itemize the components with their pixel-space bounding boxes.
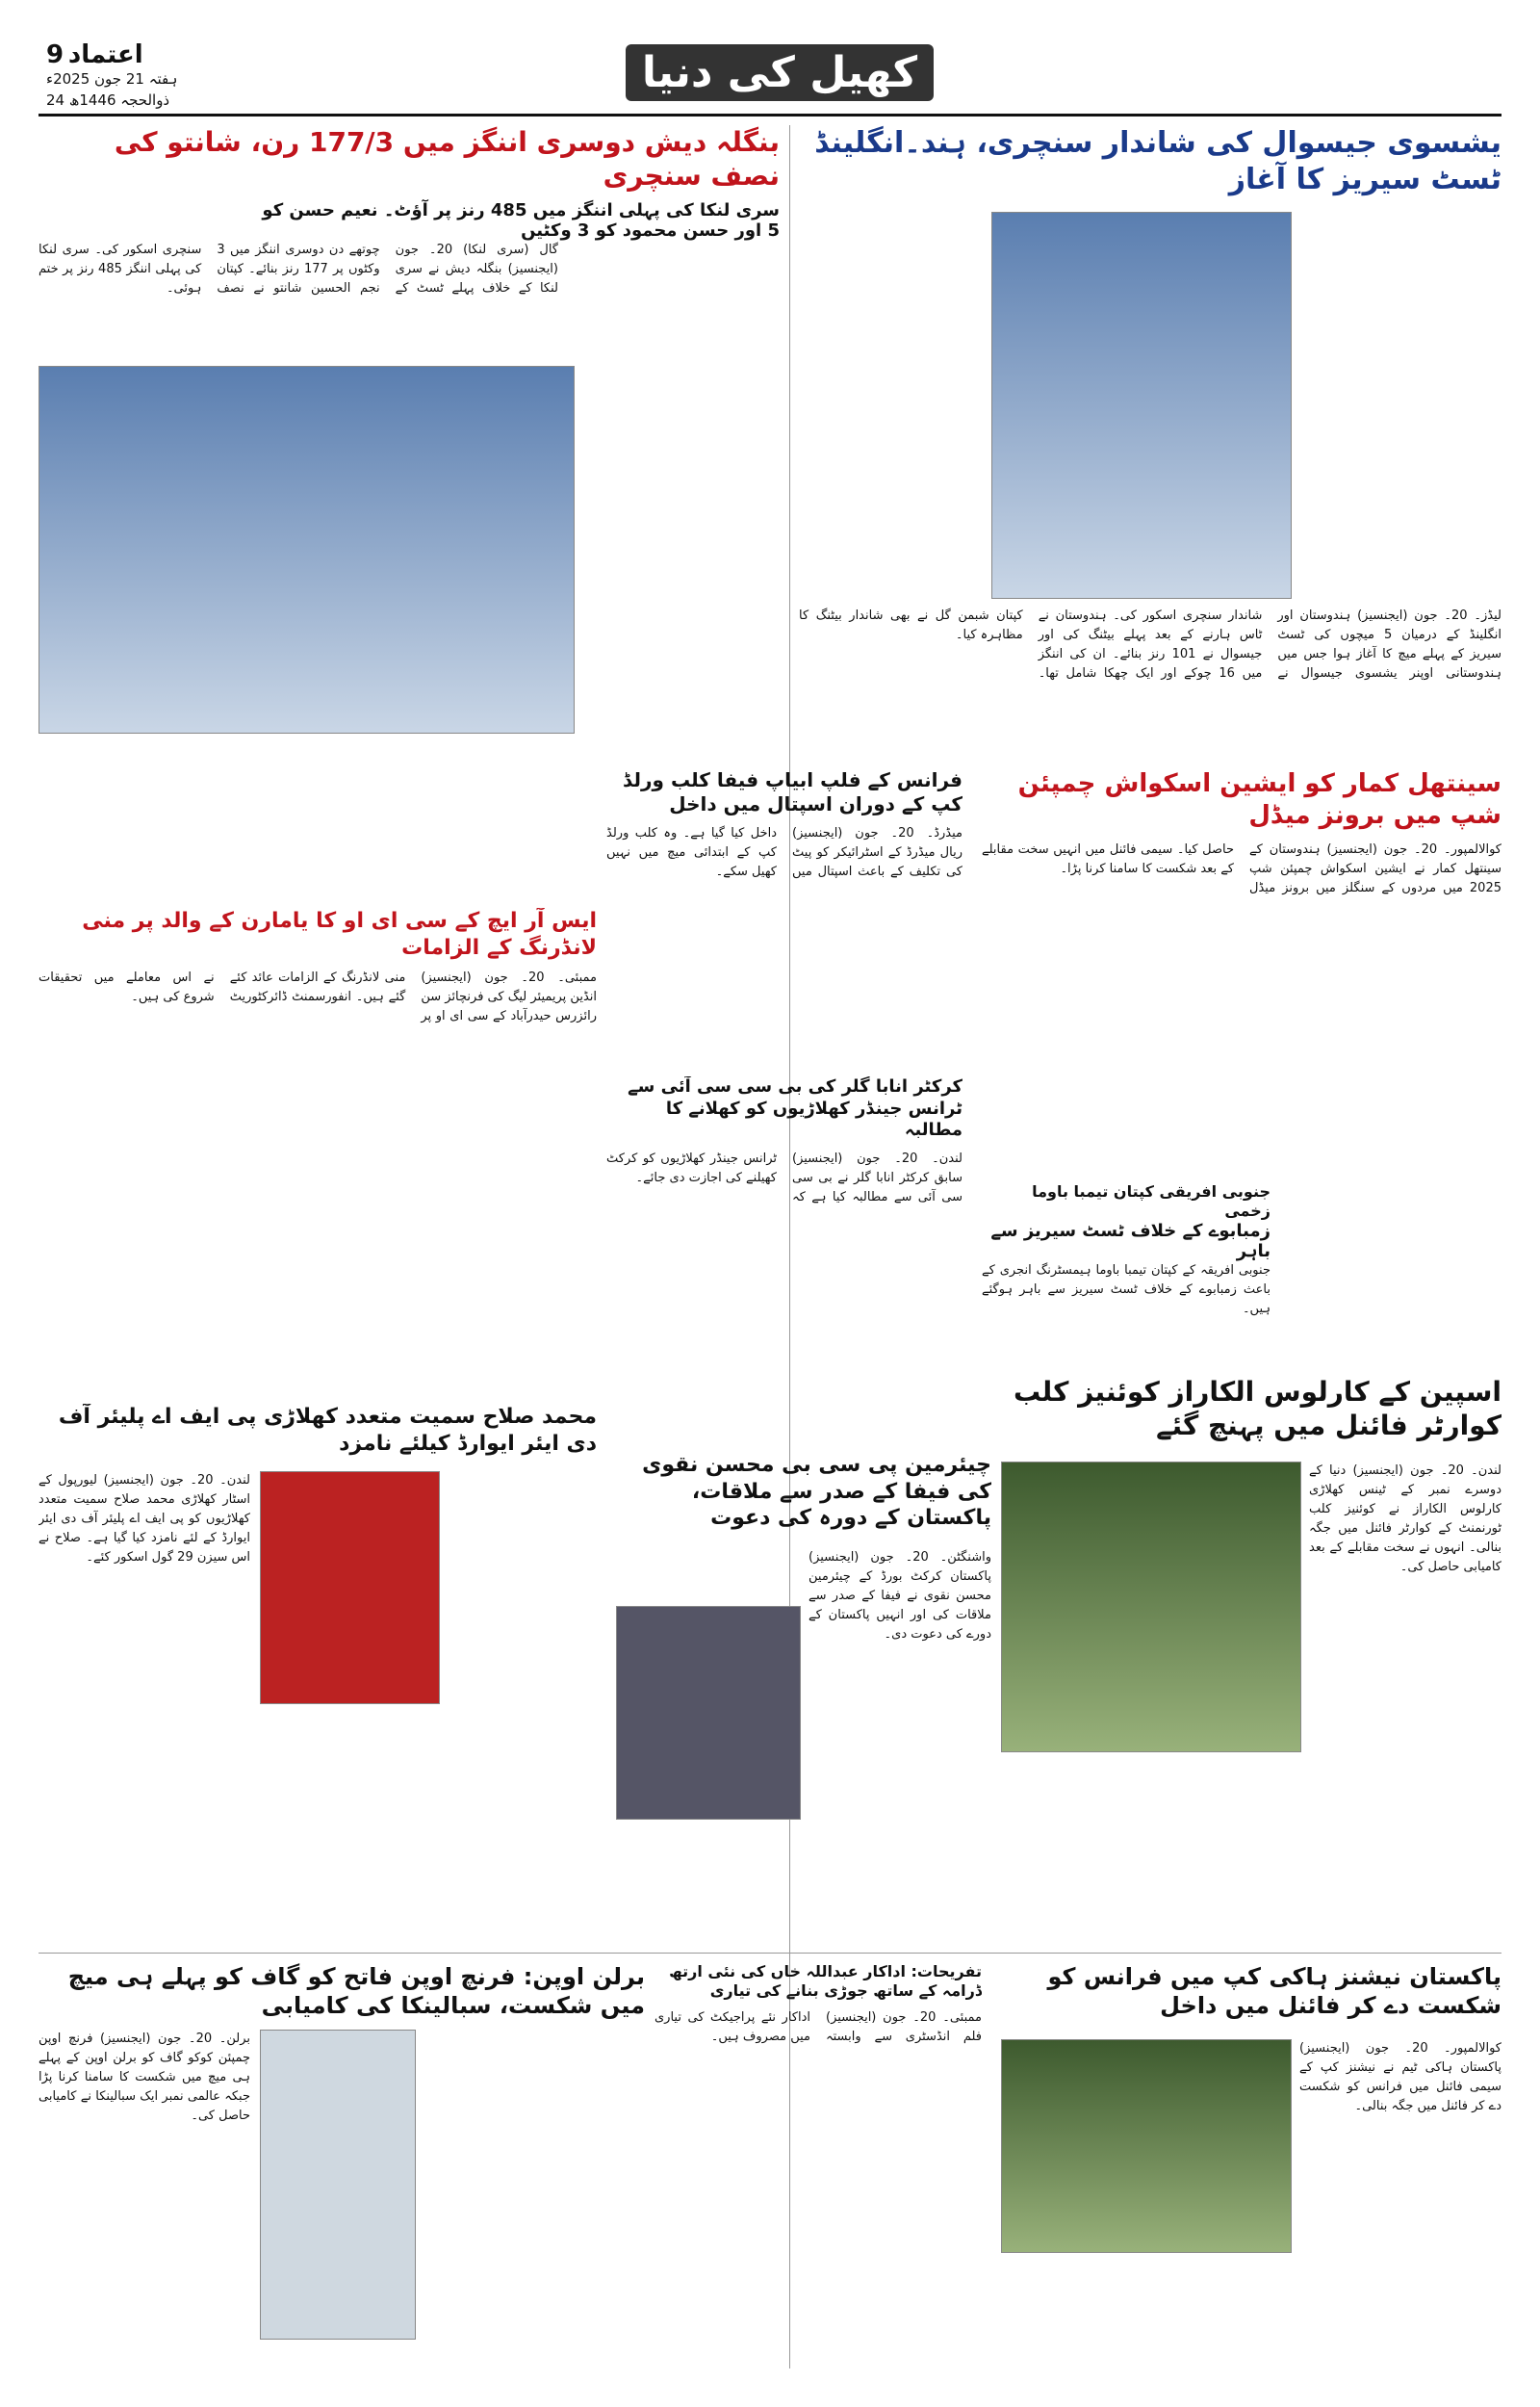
article-body: لندن۔ 20۔ جون (ایجنسیز) لیورپول کے اسٹار کھلاڑی محمد صلاح سمیت متعدد کھلاڑیوں کو پی ایف اے پلیئر آف دی ایئر ایوارڈ کے لئے نامزد کیا گیا ہے۔ صلاح نے اس سیزن 29 گول اسکور کئے۔ [38,1473,250,1565]
article-body: لیڈز۔ 20۔ جون (ایجنسیز) ہندوستان اور انگلینڈ کے درمیان 5 میچوں کی ٹسٹ سیریز کے پہلے میچ کا آغاز ہوا جس میں ہندوستانی اوپنر یشسوی جیسوال نے شاندار سنچری اسکور کی۔ ہندوستان نے ٹاس ہارنے کے بعد پہلے بیٹنگ کی اور جیسوال نے 101 رنز بنائے۔ ان کی اننگز میں 16 چوکے اور ایک چھکا شامل تھا۔ کپتان شبمن گل نے بھی شاندار بیٹنگ کا مظاہرہ کیا۔ [799,608,1502,681]
article-headline: محمد صلاح سمیت متعدد کھلاڑی پی ایف اے پلیئر آف دی ایئر ایوارڈ کیلئے نامزد [58,1405,597,1456]
masthead [38,37,1502,116]
article-headline: برلن اوپن: فرنچ اوپن فاتح کو گاف کو پہلے ہی میچ میں شکست، سبالینکا کی کامیابی [67,1963,645,2019]
page-number: 9 [46,40,64,69]
article-salah [38,1404,597,1885]
article-headline: جنوبی افریقی کپتان تیمبا باوما زخمی [1032,1182,1270,1220]
article-subhead: سری لنکا کی پہلی اننگز میں 485 رنز پر آؤٹ۔ نعیم حسن کو 5 اور حسن محمود کو 3 وکٹیں [262,200,780,241]
tennis-photo [260,2030,416,2340]
article-headline: سینتھل کمار کو ایشین اسکواش چمپئن شپ میں برونز میڈل [1017,769,1502,830]
masthead-info [46,40,178,111]
article-body: میڈرڈ۔ 20۔ جون (ایجنسیز) ریال میڈرڈ کے اسٹرائیکر کو پیٹ کی تکلیف کے باعث اسپتال میں داخل کیا گیا ہے۔ وہ کلب ورلڈ کپ کے ابتدائی میچ میں نہیں کھیل سکے۔ [606,826,962,879]
article-body: گال (سری لنکا) 20۔ جون (ایجنسیز) بنگلہ دیش نے سری لنکا کے خلاف پہلے ٹسٹ کے چوتھے دن دوسری اننگز میں 3 وکٹوں پر 177 رنز بنائے۔ کپتان نجم الحسین شانتو نے نصف سنچری اسکور کی۔ سری لنکا کی پہلی اننگز 485 رنز پر ختم ہوئی۔ [38,243,558,296]
article-body: کوالالمپور۔ 20۔ جون (ایجنسیز) ہندوستان کے سینتھل کمار نے ایشین اسکواش چمپئن شپ 2025 میں مردوں کے سنگلز میں برونز میڈل حاصل کیا۔ سیمی فائنل میں انہیں سخت مقابلے کے بعد شکست کا سامنا کرنا پڑا۔ [982,842,1502,895]
tennis-photo [1001,1462,1301,1752]
article-body: لندن۔ 20۔ جون (ایجنسیز) سابق کرکٹر انابا گلر نے بی سی سی آئی سے مطالبہ کیا ہے کہ ٹرانس جینڈر کھلاڑیوں کو کرکٹ کھیلنے کی اجازت دی جائے۔ [606,1151,962,1204]
article-body: ممبئی۔ 20۔ جون (ایجنسیز) فلم انڈسٹری سے وابستہ اداکار نئے پراجیکٹ کی تیاری میں مصروف ہیں۔ [654,2010,982,2044]
brand-name: اعتماد [67,40,143,69]
article-headline: پاکستان نیشنز ہاکی کپ میں فرانس کو شکست دے کر فائنل میں داخل [1047,1963,1502,2019]
article-entertainment [654,1962,982,2367]
article-headline: فرانس کے فلپ ابیاپ فیفا کلب ورلڈ کپ کے دوران اسپتال میں داخل [622,768,962,815]
article-hockey [1001,1962,1502,2367]
article-body: جنوبی افریقہ کے کپتان تیمبا باوما ہیمسٹرنگ انجری کے باعث زمبابوے کے خلاف ٹسٹ سیریز سے باہر ہوگئے ہیں۔ [982,1263,1270,1316]
newspaper-page [38,37,1502,2376]
article-body: لندن۔ 20۔ جون (ایجنسیز) دنیا کے دوسرے نمبر کے ٹینس کھلاڑی کارلوس الکاراز نے کوئنیز کلب ٹورنمنٹ کے کوارٹر فائنل میں جگہ بنالی۔ انہوں نے سخت مقابلے کے بعد کامیابی حاصل کی۔ [1309,1463,1502,1574]
article-france [606,768,962,1019]
date-gregorian: ہفتہ 21 جون 2025ء [46,70,178,88]
article-transgender [606,1076,962,1442]
article-headline: یشسوی جیسوال کی شاندار سنچری، ہند۔انگلینڈ ٹسٹ سیریز کا آغاز [814,126,1502,196]
article-body: ممبئی۔ 20۔ جون (ایجنسیز) انڈین پریمیئر لیگ کی فرنچائز سن رائزرس حیدرآباد کے سی ای او پر منی لانڈرنگ کے الزامات عائد کئے گئے ہیں۔ انفورسمنٹ ڈائرکٹوریٹ نے اس معاملے میں تحقیقات شروع کی ہیں۔ [38,971,597,1023]
article-alcaraz [1001,1375,1502,1943]
article-berlin-open [38,1962,645,2367]
section-title: کھیل کی دنیا [626,44,934,101]
article-headline: ایس آر ایچ کے سی ای او کا یامارن کے والد پر منی لانڈرنگ کے الزامات [82,909,597,960]
article-body: واشنگٹن۔ 20۔ جون (ایجنسیز) پاکستان کرکٹ بورڈ کے چیئرمین محسن نقوی نے فیفا کے صدر سے ملاقات کی اور انہیں پاکستان کے دورے کی دعوت دی۔ [808,1550,991,1642]
cricket-photo [991,212,1292,599]
article-headline: تفریحات: اداکار عبداللہ خاں کی نئی ارتھ ڈرامہ کے ساتھ جوڑی بنانے کی تیاری [669,1962,982,2000]
section-divider [38,1953,1502,1954]
article-pcb [606,1452,991,1933]
article-headline: کرکٹر انابا گلر کی بی سی سی آئی سے ٹرانس جینڈر کھلاڑیوں کو کھلانے کا مطالبہ [628,1076,962,1140]
article-jaiswal [799,125,1502,751]
article-srh [38,908,597,1380]
hockey-photo [1001,2039,1292,2253]
article-headline: اسپین کے کارلوس الکاراز کوئنیز کلب کوارٹر فائنل میں پہنچ گئے [1014,1376,1502,1441]
article-senthil [982,768,1502,1173]
meeting-photo [616,1606,801,1820]
article-headline: چیئرمین پی سی بی محسن نقوی کی فیفا کے صدر سے ملاقات، پاکستان کے دورہ کی دعوت [642,1453,991,1530]
article-body: کوالالمپور۔ 20۔ جون (ایجنسیز) پاکستان ہاکی ٹیم نے نیشنز کپ کے سیمی فائنل میں فرانس کو شکست دے کر فائنل میں جگہ بنالی۔ [1299,2041,1502,2113]
article-body: برلن۔ 20۔ جون (ایجنسیز) فرنچ اوپن چمپئن کوکو گاف کو برلن اوپن کے پہلے ہی میچ میں شکست کا سامنا کرنا پڑا جبکہ عالمی نمبر ایک سبالینکا نے کامیابی حاصل کی۔ [38,2032,250,2123]
article-subhead: زمبابوے کے خلاف ٹسٹ سیریز سے باہر [990,1221,1270,1261]
article-headline: بنگلہ دیش دوسری اننگز میں 177/3 رن، شانتو کی نصف سنچری [114,126,780,192]
date-hijri: 24 ذوالحجہ 1446ھ [46,91,170,109]
football-player-photo [260,1471,440,1704]
article-bavuma [982,1182,1270,1327]
cricket-photo [38,366,575,734]
